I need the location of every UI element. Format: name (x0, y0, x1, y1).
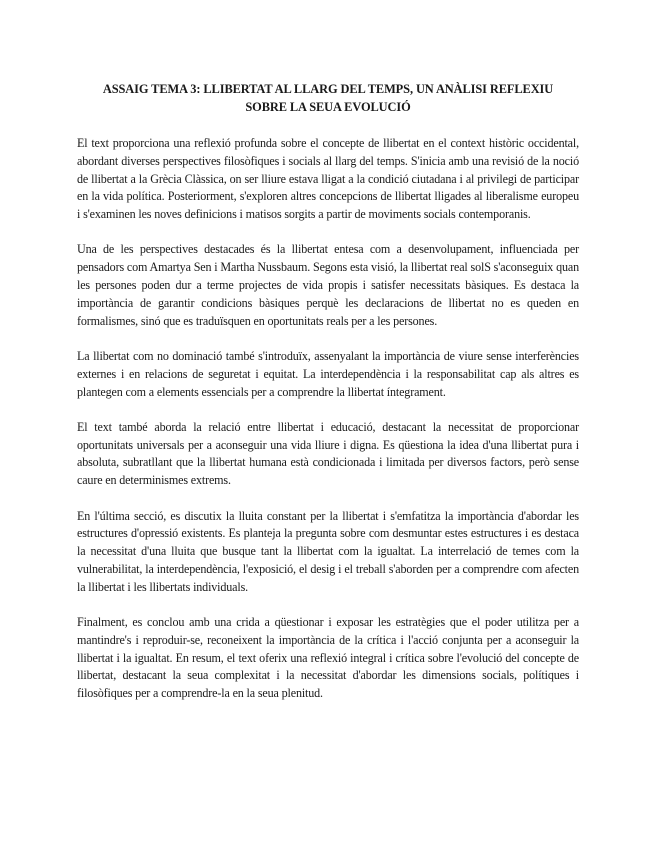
paragraph-4: El text també aborda la relació entre llibertat i educació, destacant la necessitat de proporcionar oportunitats universals per a aconseguir una vida lliure i digna. Es qüestiona la idea d'una llibertat pura i absoluta, subratllant que la llibertat humana està condicionada i limitada per diversos factors, però sense caure en determinismes extrems. (77, 419, 579, 488)
title-line-2: SOBRE LA SEUA EVOLUCIÓ (245, 100, 411, 114)
paragraph-5: En l'última secció, es discutix la lluita constant per la llibertat i s'emfatitza la importància d'abordar les estructures d'opressió existents. Es planteja la pregunta sobre com desmuntar estes estructures i es destaca la necessitat d'una lluita que busque tant la llibertat com la igualtat. La interrelació de temes com la vulnerabilitat, la interdependència, l'exposició, el desig i el treball s'aborden per a comprendre com afecten la llibertat i les llibertats individuals. (77, 508, 579, 594)
paragraph-3: La llibertat com no dominació també s'introduïx, assenyalant la importància de viure sense interferències externes i en relacions de seguretat i equitat. La interdependència i la responsabilitat cap als altres es plantegen com a elements essencials per a comprendre la llibertat íntegrament. (77, 348, 579, 399)
paragraph-1: El text proporciona una reflexió profunda sobre el concepte de llibertat en el context històric occidental, abordant diverses perspectives filosòfiques i socials al llarg del temps. S'inicia amb una revisió de la noció de llibertat a la Grècia Clàssica, on ser lliure estava lligat a la condició ciutadana i al privilegi de participar en la vida política. Posteriorment, s'exploren altres concepcions de llibertat lligades al liberalisme europeu i s'examinen les noves definicions i matisos sorgits a partir de moviments socials contemporanis. (77, 136, 579, 222)
paragraph-6: Finalment, es conclou amb una crida a qüestionar i exposar les estratègies que el poder utilitza per a mantindre's i reproduir-se, reconeixent la importància de la crítica i l'acció conjunta per a aconseguir la llibertat i la igualtat. En resum, el text oferix una reflexió integral i crítica sobre l'evolució del concepte de llibertat, destacant la seua complexitat i la necessitat d'abordar les dimensions socials, polítiques i filosòfiques per a comprendre-la en la seua plenitud. (77, 615, 579, 701)
document-body (77, 135, 579, 703)
title-line-1: ASSAIG TEMA 3: LLIBERTAT AL LLARG DEL TEMPS, UN ANÀLISI REFLEXIU (102, 82, 554, 96)
document-title (77, 80, 579, 116)
paragraph-2: Una de les perspectives destacades és la llibertat entesa com a desenvolupament, influenciada per pensadors com Amartya Sen i Martha Nussbaum. Segons esta visió, la llibertat real solS s'aconseguix quan les persones poden dur a terme projectes de vida propis i satisfer necessitats bàsiques. Es destaca la importància de garantir condicions bàsiques perquè les declaracions de llibertat no es queden en formalismes, sinó que es traduïsquen en oportunitats reals per a les persones. (77, 242, 579, 328)
